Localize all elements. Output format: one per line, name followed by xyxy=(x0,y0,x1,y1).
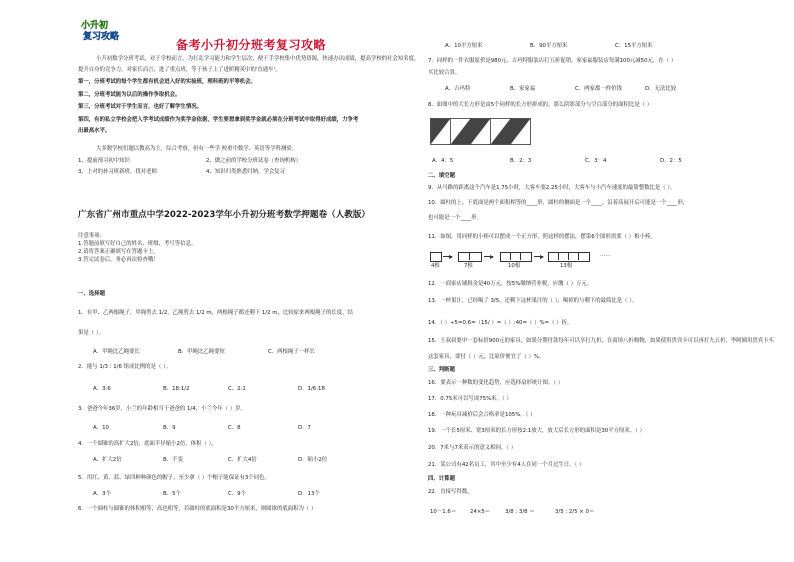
q3-opt-a[interactable]: A．10 xyxy=(93,425,109,431)
q7-opt-c[interactable]: C．两家都一样价钱 xyxy=(575,86,622,92)
q19: 19．一个长5厘米、宽3厘米的长方形按2:1放大，放大后长方形的面积是30平方厘米。（ ） xyxy=(428,428,645,434)
q8-opt-a[interactable]: A．4：5 xyxy=(432,158,454,164)
seq-shape-2 xyxy=(458,252,482,262)
q8-opt-c[interactable]: C．3：4 xyxy=(585,158,607,164)
q5-opt-d[interactable]: D．13个 xyxy=(298,491,320,497)
q8-opt-b[interactable]: B．2：3 xyxy=(510,158,532,164)
q4: 4．一个圆锥的高扩大2倍，底面半径缩小2倍，体积（ ）。 xyxy=(78,441,217,447)
section-fill: 二、填空题 xyxy=(428,173,455,179)
seq-label-1: 4根 xyxy=(431,263,440,269)
q4-opt-c[interactable]: C．扩大4倍 xyxy=(228,457,257,463)
intro-l1: 第一，分班考试的每个学生都有机会进入好的实验班，理科班的平等机会。 xyxy=(78,79,256,85)
section-calc: 四、计算题 xyxy=(428,476,455,482)
q2-opt-b[interactable]: B．18:1/2 xyxy=(163,386,190,392)
q21: 21．某公司有42名员工，其中至少有4人在同一个月过生日。（ ） xyxy=(428,462,585,468)
intro-p1b: 提升自身的竞争力。对家长而言，进了重点班，等于孩子上了进阶精英中的'直通车'。 xyxy=(78,67,281,73)
q18: 18．一种玩具减价后会合格率是105%。（ ） xyxy=(428,412,536,418)
seq-arrow-1 xyxy=(443,256,452,257)
q9: 9．从马路的距离这个汽车是1.75小时，大客车要2.25小时，大客车与小汽车速度的最简整数比是（ ）。 xyxy=(428,185,676,191)
q8-opt-d[interactable]: D．2：5 xyxy=(660,158,682,164)
note-1: 1.答题前填写好自己的姓名、班级、考号等信息。 xyxy=(78,241,197,247)
q5: 5．用红、黄、蓝、绿四种种颜色的帽子，至少拿（ ）个帽子能保证有3个同色。 xyxy=(78,475,270,481)
q2: 2．能与 1/3 : 1/6 组成比例的是（ ）。 xyxy=(78,364,172,370)
calc-item-4: 3/5 : 2/5 × 0＝ xyxy=(555,509,595,515)
q4-opt-d[interactable]: D．缩小2倍 xyxy=(298,457,328,463)
q2-opt-c[interactable]: C．2:1 xyxy=(228,386,246,392)
seq-label-2: 7根 xyxy=(464,263,473,269)
intro-p2: 大多数学校们题以教高为主，综合考察，但有一些学 校重中数学、英语等学科测验。 xyxy=(96,146,298,152)
svg-text:复习攻略: 复习攻略 xyxy=(83,32,120,42)
q5-opt-a[interactable]: A．3个 xyxy=(93,491,111,497)
q3-opt-d[interactable]: D．7 xyxy=(298,425,311,431)
q2-opt-d[interactable]: D．1/6:18 xyxy=(298,386,325,392)
q1-line-b: 果是（ ）。 xyxy=(78,330,104,336)
page-title: 备考小升初分班考复习攻略 xyxy=(176,38,327,52)
intro-l4a: 第四，有的私立学校会把入学考试成绩作为奖学金依据，学生要想拿到奖学金就必须在分班考试中取得好成绩，力争考 xyxy=(78,117,359,123)
q22: 22．直接写得数。 xyxy=(428,489,473,495)
q2-opt-a[interactable]: A．3:6 xyxy=(93,386,111,392)
q10-line-b: 也可能是一个____形。 xyxy=(428,215,482,221)
seq-arrow-3 xyxy=(534,256,543,257)
tip-4: 4、知识归类熟悉归纳，学会复习 xyxy=(206,169,285,175)
q16: 16．要表示一种数的变化趋势，应选择扇形统计图。（ ） xyxy=(428,380,564,386)
q1-opt-c[interactable]: C．两根绳子一样长 xyxy=(268,349,315,355)
q3-opt-c[interactable]: C．8 xyxy=(228,425,241,431)
tip-2: 2、做之前的学校分班试卷（查询机构） xyxy=(206,158,302,164)
seq-shape-3 xyxy=(500,252,532,262)
q15-line-b: 这套家具，要付（ ）元，比原价便宜了（ ）%。 xyxy=(428,354,545,360)
seq-shape-4 xyxy=(548,252,590,262)
intro-l4b: 出最高水平。 xyxy=(78,128,111,134)
q8: 8．如图中的大长方形是由5个同样的长方形拼成的，那么阴影部分与空白部分的面积比是（ ） xyxy=(428,102,653,108)
brand-logo xyxy=(78,17,138,43)
q7-line-b: 买比较合算。 xyxy=(428,70,461,76)
q13: 13．一杯果汁，已经喝了 3/5，还剩下这杯果汁的（ ），喝掉的与剩下的最简比是（ ）。 xyxy=(428,298,638,304)
section-choice: 一、选择题 xyxy=(78,291,105,297)
q4-opt-a[interactable]: A．扩大2倍 xyxy=(93,457,122,463)
exam-title: 广东省广州市重点中学2022-2023学年小升初分班考数学押题卷（人教版） xyxy=(78,210,371,220)
q12: 12．一商家店铺租金是40万元，按5%缴纳营业税，应缴（ ）万元。 xyxy=(428,281,593,287)
q20: 20．7米与7米表示的意义相同。（ ） xyxy=(428,445,517,451)
q1-opt-a[interactable]: A．甲绳比乙绳要长 xyxy=(93,349,140,355)
q7-line-a: 7．同样的一件衣服原价是980元，吉玛特服装店打五折促销，家家福服装店每满100元减50元，在（ ） xyxy=(428,58,677,64)
q4-opt-b[interactable]: B．不变 xyxy=(163,457,183,463)
tip-1: 1、提前预习初中知识 xyxy=(78,158,130,164)
q3-opt-b[interactable]: B．9 xyxy=(163,425,176,431)
q7-opt-d[interactable]: D．无法比较 xyxy=(645,86,677,92)
q11: 11．如图，用同样的小棒可以摆成一个正方形，照这样的摆法，摆第6个图形需要（ ）根小棒。 xyxy=(428,234,656,240)
intro-p1a: 小升初数学分班考试，对于学校而言，为打乱学习能力和学生层次，便于手学校集中优势资源，快速办出成绩，提高学校的社会知名度， xyxy=(96,56,420,62)
q7-opt-b[interactable]: B．家家福 xyxy=(510,86,536,92)
notes-title: 注意事项： xyxy=(78,233,105,239)
q6-opt-c[interactable]: C．15平方厘米 xyxy=(615,43,653,49)
q5-opt-b[interactable]: B．5个 xyxy=(163,491,181,497)
q1-line-a: 1．有甲、乙两根绳子，甲绳剪去 1/2，乙绳剪去 1/2 m，两根绳子都还剩下 1/2 m，比较原来两根绳子的长度，结 xyxy=(78,310,353,316)
q14: 14．（ ）÷5=0.6=（15/ ）=（ ）:40=（ ）%=（ ）折。 xyxy=(428,320,573,326)
svg-text:小升初: 小升初 xyxy=(81,21,109,31)
calc-item-3: 3/8 : 3/8 ＝ xyxy=(505,509,535,515)
seq-arrow-2 xyxy=(484,256,493,257)
q5-opt-c[interactable]: C．9个 xyxy=(228,491,246,497)
q17: 17．0.75米可以写成75%米。（ ） xyxy=(428,396,512,402)
seq-ellipsis: …… xyxy=(600,252,611,258)
intro-l2: 第二，分班考试能为以后的操作争取机会。 xyxy=(78,92,181,98)
seq-label-4: 13根 xyxy=(560,263,573,269)
section-judge: 三、判断题 xyxy=(428,367,455,373)
q7-opt-a[interactable]: A．吉玛特 xyxy=(445,86,471,92)
seq-label-3: 10根 xyxy=(508,263,521,269)
intro-l3: 第三，分班考试对于学生而言，也好了解学生情况。 xyxy=(78,104,202,110)
q1-opt-b[interactable]: B．甲绳比乙绳要短 xyxy=(178,349,225,355)
note-2: 2.请将答案正确填写在答题卡上。 xyxy=(78,249,159,255)
seq-shape-1 xyxy=(430,252,442,262)
calc-item-1: 10－1.6＝ xyxy=(430,509,457,515)
tip-3: 3、上对的补习班新班，找对老师 xyxy=(78,169,157,175)
q11-figure xyxy=(430,250,650,272)
q10-line-a: 10．圆柱的上、下底面是两个面积相等的____形，圆柱的侧面是一个____，沿着高展开后可能是一个____形， xyxy=(428,200,689,206)
note-3: 3.答完试卷后，务必再次检查哦！ xyxy=(78,257,159,263)
q15-line-a: 15．王叔叔要申一套标价900元的家具，如果分期付款每年可以享打九折，在商场八折购物，如果使用贵宾卡可以再打九五折，李阿姨用贵宾卡买 xyxy=(428,338,774,344)
q6: 6．一个圆柱与圆锥的体积相等，高也相等，若圆柱的底面积是30平方厘米，则圆锥的底面积为（ ） xyxy=(78,506,317,512)
q8-figure xyxy=(430,118,532,146)
q3: 3．爸爸今年36岁，小兰的年龄相当于爸爸的 1/4，小兰今年（ ）岁。 xyxy=(78,406,246,412)
calc-item-2: 24×5＝ xyxy=(470,509,491,515)
q6-opt-b[interactable]: B．90平方厘米 xyxy=(530,43,568,49)
q6-opt-a[interactable]: A．10平方厘米 xyxy=(445,43,483,49)
